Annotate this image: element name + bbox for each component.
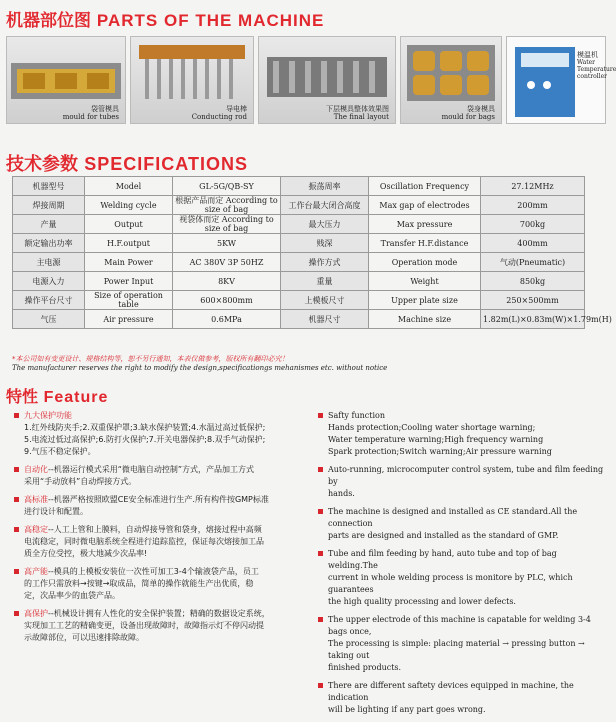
- bullet-icon: [14, 467, 19, 472]
- spec-cell: 振荡周率: [281, 177, 369, 196]
- feature-line: --机器严格按照欧盟CE安全标准进行生产.所有构件按GMP标准: [48, 495, 269, 504]
- part-caption-en: The final layout: [333, 113, 389, 121]
- spec-cell: Model: [85, 177, 173, 196]
- spec-cell: 气动(Pneumatic): [481, 253, 585, 272]
- feature-line: parts are designed and installed as the standard of GMP.: [328, 531, 559, 540]
- spec-cell: Output: [85, 215, 173, 234]
- feature-line: The machine is designed and installed as CE standard.All the connection: [328, 507, 578, 528]
- feature-line: 9.气压不稳定保护。: [24, 447, 96, 456]
- spec-title-en: SPECIFICATIONS: [84, 154, 248, 174]
- spec-cell: 8KV: [173, 272, 281, 291]
- feature-line: Spark protection;Switch warning;Air pressure warning: [328, 447, 552, 456]
- notice-en: The manufacturer reserves the right to modify the design,specificationgs mehanismes etc. without notice: [12, 364, 388, 372]
- spec-cell: 机器型号: [13, 177, 85, 196]
- bullet-icon: [14, 569, 19, 574]
- feature-line: hands.: [328, 489, 355, 498]
- feature-line: The processing is simple: placing material → pressing button → taking out: [328, 639, 585, 660]
- spec-row: [13, 234, 585, 253]
- parts-title-en: PARTS OF THE MACHINE: [96, 11, 325, 30]
- feature-item-en: [318, 614, 606, 674]
- spec-cell: Main Power: [85, 253, 173, 272]
- spec-title-cn: 技术参数: [6, 154, 78, 175]
- features-cn: [14, 410, 314, 650]
- feature-head: 高保护: [24, 609, 48, 618]
- feature-head: 高产能: [24, 567, 48, 576]
- feature-line: 进行设计和配置。: [24, 507, 88, 516]
- feature-head: 自动化: [24, 465, 48, 474]
- photo-conducting-rod: [130, 36, 254, 124]
- feature-line: Tube and film feeding by hand, auto tube and top of bag welding.The: [328, 549, 557, 570]
- spec-row: [13, 177, 585, 196]
- part-caption-en: Water Temperature controller: [577, 59, 616, 80]
- spec-cell: Max gap of electrodes: [369, 196, 481, 215]
- spec-cell: 额定输出功率: [13, 234, 85, 253]
- spec-cell: 700kg: [481, 215, 585, 234]
- spec-cell: 最大压力: [281, 215, 369, 234]
- photo-temp-controller: [506, 36, 616, 124]
- feature-line: 质全方位受控，极大地减少次品率!: [24, 549, 148, 558]
- feature-item-en: [318, 464, 606, 500]
- spec-row: [13, 215, 585, 234]
- feature-line: Water temperature warning;High frequency warning: [328, 435, 544, 444]
- spec-cell: 机器尺寸: [281, 310, 369, 329]
- spec-cell: 操作平台尺寸: [13, 291, 85, 310]
- feature-line: 示故障部位，可以迅速排除故障。: [24, 633, 144, 642]
- spec-cell: 产量: [13, 215, 85, 234]
- parts-title: [6, 6, 324, 31]
- bullet-icon: [318, 617, 323, 622]
- feature-line: 实现加工工艺的精确变更，设备出现故障时，故障指示灯不停闪动提: [24, 621, 264, 630]
- spec-cell: 0.6MPa: [173, 310, 281, 329]
- spec-cell: Upper plate size: [369, 291, 481, 310]
- parts-title-cn: 机器部位图: [6, 11, 91, 31]
- feature-title-en: Feature: [43, 389, 109, 406]
- spec-cell: 气压: [13, 310, 85, 329]
- bullet-icon: [318, 467, 323, 472]
- part-caption-en: mould for tubes: [62, 113, 119, 121]
- feature-line: 采用“手动放料”自动焊接方式。: [24, 477, 137, 486]
- bullet-icon: [14, 527, 19, 532]
- spec-cell: 电源入力: [13, 272, 85, 291]
- feature-line: Hands protection;Cooling water shortage warning;: [328, 423, 536, 432]
- feature-line: The upper electrode of this machine is capatable for welding 3-4 bags once,: [328, 615, 591, 636]
- feature-item-en: [318, 548, 606, 608]
- spec-cell: Operation mode: [369, 253, 481, 272]
- spec-cell: Size of operation table: [85, 291, 173, 310]
- feature-line: the high quality processing and lower defects.: [328, 597, 516, 606]
- feature-line: Auto-running, microcomputer control system, tube and film feeding by: [328, 465, 604, 486]
- feature-item-cn: [14, 608, 314, 644]
- notice-cn: *本公司如有变更设计、规格结构等，恕不另行通知，本表仅做参考，版权所有翻印必究！: [12, 355, 289, 363]
- bullet-icon: [318, 413, 323, 418]
- spec-table: [12, 176, 612, 329]
- feature-item-cn: [14, 524, 314, 560]
- part-caption-cn: 模温机: [577, 51, 598, 59]
- bullet-icon: [318, 551, 323, 556]
- spec-cell: 焊接周期: [13, 196, 85, 215]
- spec-cell: 5KW: [173, 234, 281, 253]
- feature-item-en: [318, 680, 606, 716]
- spec-cell: Machine size: [369, 310, 481, 329]
- bullet-icon: [318, 509, 323, 514]
- feature-line: 电流稳定，同时微电脑系统全程进行追踪监控，保证每次熔接加工品: [24, 537, 264, 546]
- spec-cell: Max pressure: [369, 215, 481, 234]
- feature-title: [6, 384, 108, 407]
- feature-title-cn: 特性: [6, 387, 39, 406]
- feature-line: will be lighting if any part goes wrong.: [328, 705, 486, 714]
- spec-cell: 根据产品而定 According to size of bag: [173, 196, 281, 215]
- spec-cell: 1.82m(L)×0.83m(W)×1.79m(H): [481, 310, 585, 329]
- part-caption-cn: 导电棒: [226, 105, 247, 113]
- feature-head: 高稳定: [24, 525, 48, 534]
- bullet-icon: [318, 683, 323, 688]
- spec-notice: [12, 355, 602, 373]
- bullet-icon: [14, 413, 19, 418]
- feature-item-cn: [14, 410, 314, 458]
- feature-item-cn: [14, 494, 314, 518]
- feature-item-en: [318, 410, 606, 458]
- feature-line: --机械设计拥有人性化的安全保护装置；精确的数据设定系统，: [48, 609, 270, 618]
- feature-item-cn: [14, 464, 314, 488]
- spec-cell: 上模板尺寸: [281, 291, 369, 310]
- part-caption-en: Conducting rod: [191, 113, 247, 121]
- part-caption-cn: 下层模具整体效果图: [326, 105, 389, 113]
- spec-row: [13, 310, 585, 329]
- feature-line: current in whole welding process is monitore by PLC, which guarantees: [328, 573, 573, 594]
- spec-cell: Welding cycle: [85, 196, 173, 215]
- feature-line: finished products.: [328, 663, 402, 672]
- bullet-icon: [14, 611, 19, 616]
- feature-line: 的工作只需放料→按键→取成品，简单的操作就能生产出优质，稳: [24, 579, 254, 588]
- feature-line: There are different saftety devices equipped in machine, the indication: [328, 681, 574, 702]
- parts-photos: [6, 36, 616, 128]
- spec-cell: 重量: [281, 272, 369, 291]
- spec-cell: 850kg: [481, 272, 585, 291]
- spec-cell: Weight: [369, 272, 481, 291]
- spec-cell: 主电源: [13, 253, 85, 272]
- spec-cell: 250×500mm: [481, 291, 585, 310]
- spec-cell: 操作方式: [281, 253, 369, 272]
- feature-line: 1.红外线防夹手;2.双重保护罩;3.缺水保护装置;4.水温过高过低保护;: [24, 423, 266, 432]
- spec-cell: Oscillation Frequency: [369, 177, 481, 196]
- spec-cell: 400mm: [481, 234, 585, 253]
- spec-cell: GL-5G/QB-SY: [173, 177, 281, 196]
- spec-cell: 600×800mm: [173, 291, 281, 310]
- spec-cell: 视袋体而定 According to size of bag: [173, 215, 281, 234]
- spec-row: [13, 253, 585, 272]
- feature-line: 定，次品率少的血袋产品。: [24, 591, 120, 600]
- feature-line: --人工上管和上膜料，自动焊接导管和袋身，熔接过程中高频: [48, 525, 262, 534]
- temp-controller-image: [507, 37, 616, 123]
- feature-head: 九大保护功能: [24, 411, 72, 420]
- feature-line: Safty function: [328, 411, 385, 420]
- spec-cell: 27.12MHz: [481, 177, 585, 196]
- photo-final-layout: [258, 36, 396, 124]
- spec-row: [13, 272, 585, 291]
- feature-line: 5.电流过低过高保护;6.防打火保护;7.开关电器保护;8.双手气动保护;: [24, 435, 266, 444]
- spec-row: [13, 291, 585, 310]
- spec-cell: 工作台最大闭合高度: [281, 196, 369, 215]
- spec-cell: Power Input: [85, 272, 173, 291]
- spec-cell: H.F.output: [85, 234, 173, 253]
- spec-title: [6, 150, 248, 176]
- part-caption-en: mould for bags: [441, 113, 495, 121]
- photo-mould-bags: [400, 36, 502, 124]
- spec-cell: AC 380V 3P 50HZ: [173, 253, 281, 272]
- feature-item-en: [318, 506, 606, 542]
- spec-cell: Air pressure: [85, 310, 173, 329]
- spec-row: [13, 196, 585, 215]
- photo-mould-tubes: [6, 36, 126, 124]
- feature-line: --模具的上模板安装位一次性可加工3-4个输液袋产品，员工: [48, 567, 259, 576]
- spec-cell: 200mm: [481, 196, 585, 215]
- feature-item-cn: [14, 566, 314, 602]
- spec-cell: 贱深: [281, 234, 369, 253]
- bullet-icon: [14, 497, 19, 502]
- part-caption-cn: 袋管模具: [91, 105, 119, 113]
- spec-cell: Transfer H.F.distance: [369, 234, 481, 253]
- feature-head: 高标准: [24, 495, 48, 504]
- features-en: [318, 410, 606, 722]
- part-caption-cn: 袋身模具: [467, 105, 495, 113]
- feature-line: --机器运行模式采用“微电脑自动控制”方式，产品加工方式: [48, 465, 255, 474]
